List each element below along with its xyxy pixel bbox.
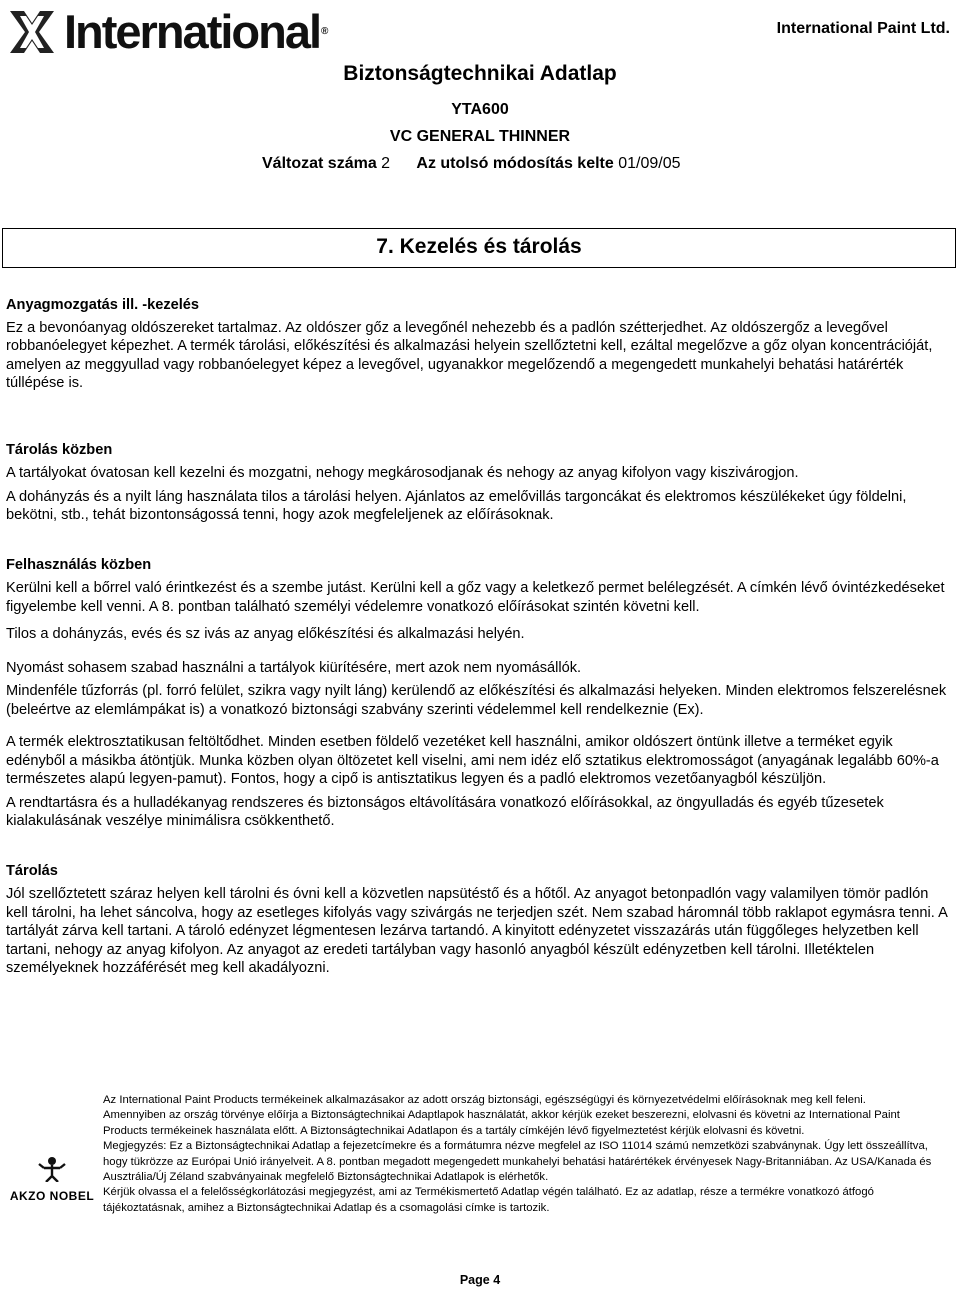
footer-note-2: Amennyiben az ország törvénye előírja a Biztonságtechnikai Adaptlapok használatát, akkor kérjük ezeket beszerezni, elolvasni és követni az International Paint Products termékeinek használata előtt. A Biztonságtechnikai Adatlapon és a tartály címkéjén lévő figyelmeztetést kérjük elolvasni és követni. [103, 1109, 900, 1137]
logo-registered-mark: ® [321, 26, 327, 37]
storage-during-p2: A dohányzás és a nyilt láng használata tilos a tárolási helyen. Ajánlatos az emelővillás targoncákat és elektromos készülékeket úgy földelni, bekötni, stb., tehát bizontonságossá tenni, hogy azok megfeleljenek az előírásoknak. [6, 488, 907, 523]
use-p3: Nyomást sohasem szabad használni a tartályok kiürítésére, mert azok nem nyomásállók. [6, 659, 582, 676]
company-name: International Paint Ltd. [776, 20, 950, 37]
use-p6: A rendtartásra és a hulladékanyag rendszeres és biztonságos eltávolítására vonatkozó előírásokkal, az öngyulladás és egyéb tűzesetek kialakulásának veszélye minimálisra csökkenthető. [6, 794, 884, 829]
storage-during-p1: A tartályokat óvatosan kell kezelni és mozgatni, nehogy megkárosodjanak és nehogy az anyag kifolyon vagy kiszivárogjon. [6, 465, 799, 481]
version-line [262, 155, 681, 173]
footer-note-3: Megjegyzés: Ez a Biztonságtechnikai Adatlap a fejezetcímekre és a formátumra nézve megfelel az ISO 11014 számú nemzetközi szabványnak. Úgy lett összeállítva, hogy tükrözze az Európai Unió irányelveit. A 8. pontban megadott megengedett munkahelyi behatási határértékek érvényesek Nagy-Britanniában. Az USA/Kanada és Ausztrália/Új Zéland szabványainak megfelelő Biztonságtechnikai Adatlapok is elérhetők. [103, 1140, 932, 1184]
footer-notes [103, 1093, 933, 1216]
version-value: 2 [381, 155, 391, 172]
storage-heading: Tárolás [6, 862, 58, 879]
footer-note-4: Kérjük olvassa el a felelősségkorlátozási megjegyzést, ami az Termékismertető Adatlap végén található. Ez az adatlap, része a termékre vonatkozó átfogó tájékoztatásnak, amihez a Biztonságtechnikai Adatlap és a csomagolási címke is tartozik. [103, 1186, 874, 1214]
akzo-nobel-wordmark: AKZO NOBEL [9, 1189, 95, 1203]
use-heading: Felhasználás közben [6, 556, 152, 573]
section-title: 7. Kezelés és tárolás [376, 235, 582, 258]
akzo-nobel-logo [8, 1156, 96, 1203]
storage-during-heading: Tárolás közben [6, 441, 113, 458]
revision-label: Az utolsó módosítás kelte [416, 155, 614, 172]
use-p4: Mindenféle tűzforrás (pl. forró felület, szikra vagy nyilt láng) kerülendő az előkészítési és alkalmazási helyeken. Minden elektromos felszerelésnek (beleértve az elemlámpákat is) a vonatkozó biztonsági szabvány szerinti védelemmel kell rendelkeznie (Ex). [6, 683, 947, 718]
revision-value: 01/09/05 [618, 155, 681, 172]
use-p2: Tilos a dohányzás, evés és sz ivás az anyag előkészítési és alkalmazási helyén. [6, 626, 525, 642]
akzo-nobel-figure-icon [35, 1156, 69, 1182]
handling-heading: Anyagmozgatás ill. -kezelés [6, 297, 200, 313]
international-logo [6, 6, 326, 58]
main-content [6, 296, 950, 978]
use-p5: A termék elektrosztatikusan feltöltődhet. Minden esetben földelő vezetéket kell használni, amikor oldószert öntünk illetve a terméket egyik edényből a másikba átöntjük. Munka közben olyan öltözetet kell viselni, ami nem idéz elő sztatikus elektromosságot (anyagának legalább 60%-a természetes alapú legyen-pamut). Fontos, hogy a cipő is antisztatikus legyen és a padló elektromos vezetőanyagból készüljön. [6, 734, 939, 787]
page-number: Page 4 [459, 1273, 501, 1287]
use-p1: Kerülni kell a bőrrel való érintkezést és a szembe jutást. Kerülni kell a gőz vagy a keletkező permet belélegzését. A címkén lévő óvintézkedéseket figyelembe kell venni. A 8. pontban található személyi védelemre vonatkozó előírásokat szintén követni kell. [6, 580, 945, 615]
document-title: Biztonságtechnikai Adatlap [343, 62, 617, 85]
logo-wordmark [64, 6, 326, 58]
storage-text: Jól szellőztetett száraz helyen kell tárolni és óvni kell a közvetlen napsütéstő és a hőtől. Az anyagot betonpadlón vagy valamilyen tömör padlón kell tárolni, ha lehet sáncolva, hogy az esetleges kifolyás vagy szivárgás ne terjedjen szét. Nem szabad háromnál több raklapot egymásra tenni. A tartályát zárva kell tartani. A tároló edényzet légmentesen lezárva tartandó. A kinyitott edényzetet visszazárás után függőleges helyzetben kell tartani, nehogy az anyag kifolyon. Az anyagot az eredeti tartályban vagy hasonló anyagból készült edényzetben kell tárolni. Illetéktelen személyeknek hozzáférését meg kell akadályozni. [6, 886, 948, 976]
logo-text: International [64, 5, 321, 58]
product-name: VC GENERAL THINNER [389, 128, 571, 145]
section-header-box [2, 228, 956, 268]
version-label: Változat száma [262, 155, 377, 172]
footer-note-1: Az International Paint Products termékeinek alkalmazásakor az adott ország biztonsági, egészségügyi és környezetvédelmi előírásoknak meg kell feleni. [103, 1094, 866, 1106]
international-x-mark-icon [6, 7, 58, 57]
handling-text: Ez a bevonóanyag oldószereket tartalmaz. Az oldószer gőz a levegőnél nehezebb és a padlón szétterjedhet. Az oldószergőz a levegővel robbanóelegyet képezhet. A termék tárolási, előkészítési és alkalmazási helyein szellőztetni kell, ezáltal megelőzve a gőz olyan koncentrációját, amelyen az meggyullad vagy robbanóelegyet képez a levegővel, ugyanakkor megelőzendő a megengedett munkahelyi behatási határérték túllépése is. [6, 319, 933, 391]
product-code: YTA600 [451, 101, 509, 118]
